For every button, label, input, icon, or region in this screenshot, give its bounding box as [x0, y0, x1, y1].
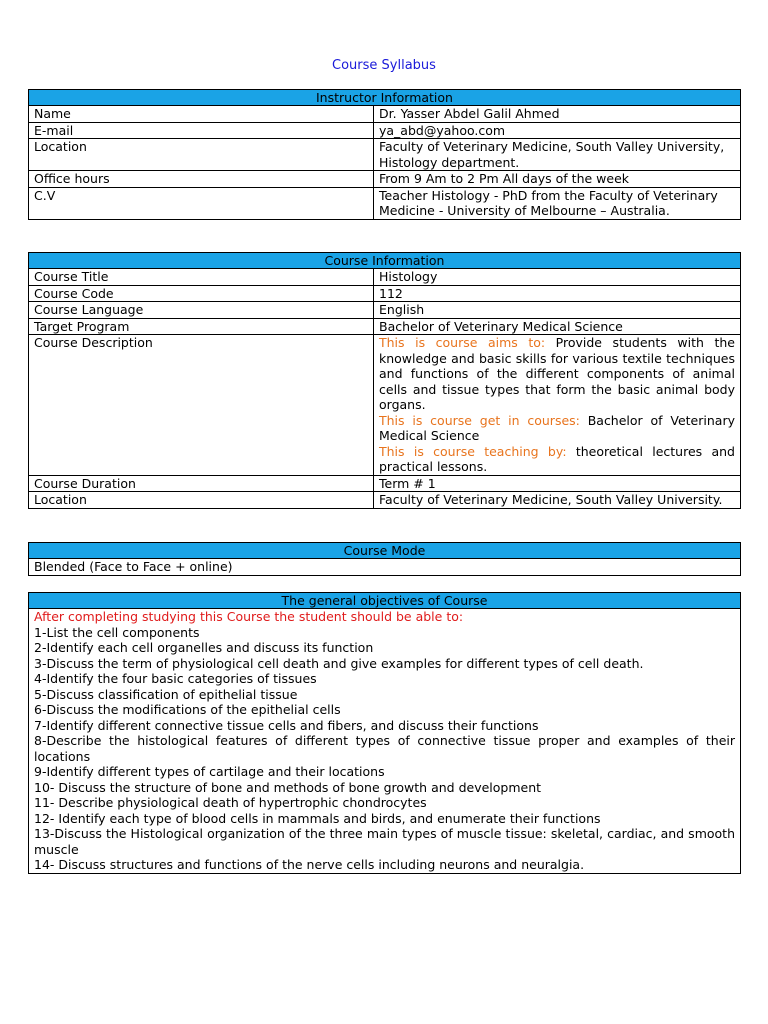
list-item: 13-Discuss the Histological organization of the three main types of muscle tissue: skeletal, cardiac, and smooth muscle [34, 826, 735, 857]
list-item: 8-Describe the histological features of different types of connective tissue proper and examples of their locations [34, 733, 735, 764]
objectives-list [29, 609, 741, 874]
table-row [29, 187, 741, 219]
list-item: 6-Discuss the modifications of the epithelial cells [34, 702, 341, 717]
aims-label: This is course aims to: [379, 335, 546, 350]
table-row [29, 559, 741, 576]
email-value: ya_abd@yahoo.com [374, 122, 741, 139]
table-row [29, 492, 741, 509]
course-header: Course Information [29, 253, 741, 269]
row-value: Histology [374, 269, 741, 286]
row-value: Dr. Yasser Abdel Galil Ahmed [374, 106, 741, 123]
row-label: Name [29, 106, 374, 123]
list-item: 9-Identify different types of cartilage and their locations [34, 764, 385, 779]
list-item: 12- Identify each type of blood cells in mammals and birds, and enumerate their functions [34, 810, 601, 826]
table-row [29, 302, 741, 319]
row-value: Faculty of Veterinary Medicine, South Valley University. [374, 492, 741, 509]
objectives-header: The general objectives of Course [29, 593, 741, 609]
get-label: This is course get in courses: [379, 412, 580, 428]
teaching-label: This is course teaching by: [379, 443, 567, 459]
mode-value: Blended (Face to Face + online) [29, 559, 741, 576]
list-item: 2-Identify each cell organelles and discuss its function [34, 640, 374, 655]
instructor-table [28, 89, 741, 220]
row-label: Course Duration [29, 475, 374, 492]
course-table [28, 252, 741, 509]
row-label: Course Language [29, 302, 374, 319]
list-item: 1-List the cell components [34, 624, 200, 640]
mode-header: Course Mode [29, 543, 741, 559]
table-row [29, 171, 741, 188]
row-label: Office hours [29, 171, 374, 188]
table-row [29, 139, 741, 171]
table-row [29, 106, 741, 123]
row-label: Course Description [29, 335, 374, 476]
list-item: 4-Identify the four basic categories of tissues [34, 671, 317, 686]
row-value: Teacher Histology - PhD from the Faculty of Veterinary Medicine - University of Melbourne – Australia. [374, 187, 741, 219]
list-item: 5-Discuss classification of epithelial tissue [34, 686, 298, 702]
row-label: Course Code [29, 285, 374, 302]
mode-table [28, 542, 741, 576]
row-value: English [374, 302, 741, 319]
row-value: 112 [374, 285, 741, 302]
course-description [374, 335, 741, 476]
page-title: Course Syllabus [332, 58, 436, 73]
row-value: Faculty of Veterinary Medicine, South Valley University, Histology department. [374, 139, 741, 171]
row-label: C.V [29, 187, 374, 219]
objectives-intro: After completing studying this Course the student should be able to: [34, 609, 464, 624]
list-item: 11- Describe physiological death of hypertrophic chondrocytes [34, 795, 427, 810]
get-text: Bachelor of Veterinary Medical Science [379, 412, 735, 443]
table-row [29, 475, 741, 492]
row-value: Term # 1 [374, 475, 741, 492]
row-label: Course Title [29, 269, 374, 286]
table-row [29, 335, 741, 476]
row-label: E-mail [29, 122, 374, 139]
list-item: 10- Discuss the structure of bone and methods of bone growth and development [34, 779, 542, 795]
row-label: Target Program [29, 318, 374, 335]
instructor-header: Instructor Information [29, 90, 741, 106]
table-row [29, 285, 741, 302]
table-row [29, 609, 741, 874]
objectives-table [28, 592, 741, 874]
table-row [29, 318, 741, 335]
row-value: From 9 Am to 2 Pm All days of the week [374, 171, 741, 188]
aims-text: Provide students with the knowledge and basic skills for various textile techniques and functions of the different components of animal cells and tissue types that form the basic animal body organs. [379, 335, 735, 412]
list-item: 3-Discuss the term of physiological cell death and give examples for different types of cell death. [34, 655, 644, 671]
row-label: Location [29, 139, 374, 171]
row-value: Bachelor of Veterinary Medical Science [374, 318, 741, 335]
table-row [29, 269, 741, 286]
teaching-text: theoretical lectures and practical lessons. [379, 443, 735, 474]
row-label: Location [29, 492, 374, 509]
list-item: 14- Discuss structures and functions of the nerve cells including neurons and neuralgia. [34, 857, 585, 872]
table-row [29, 122, 741, 139]
list-item: 7-Identify different connective tissue cells and fibers, and discuss their functions [34, 717, 539, 733]
